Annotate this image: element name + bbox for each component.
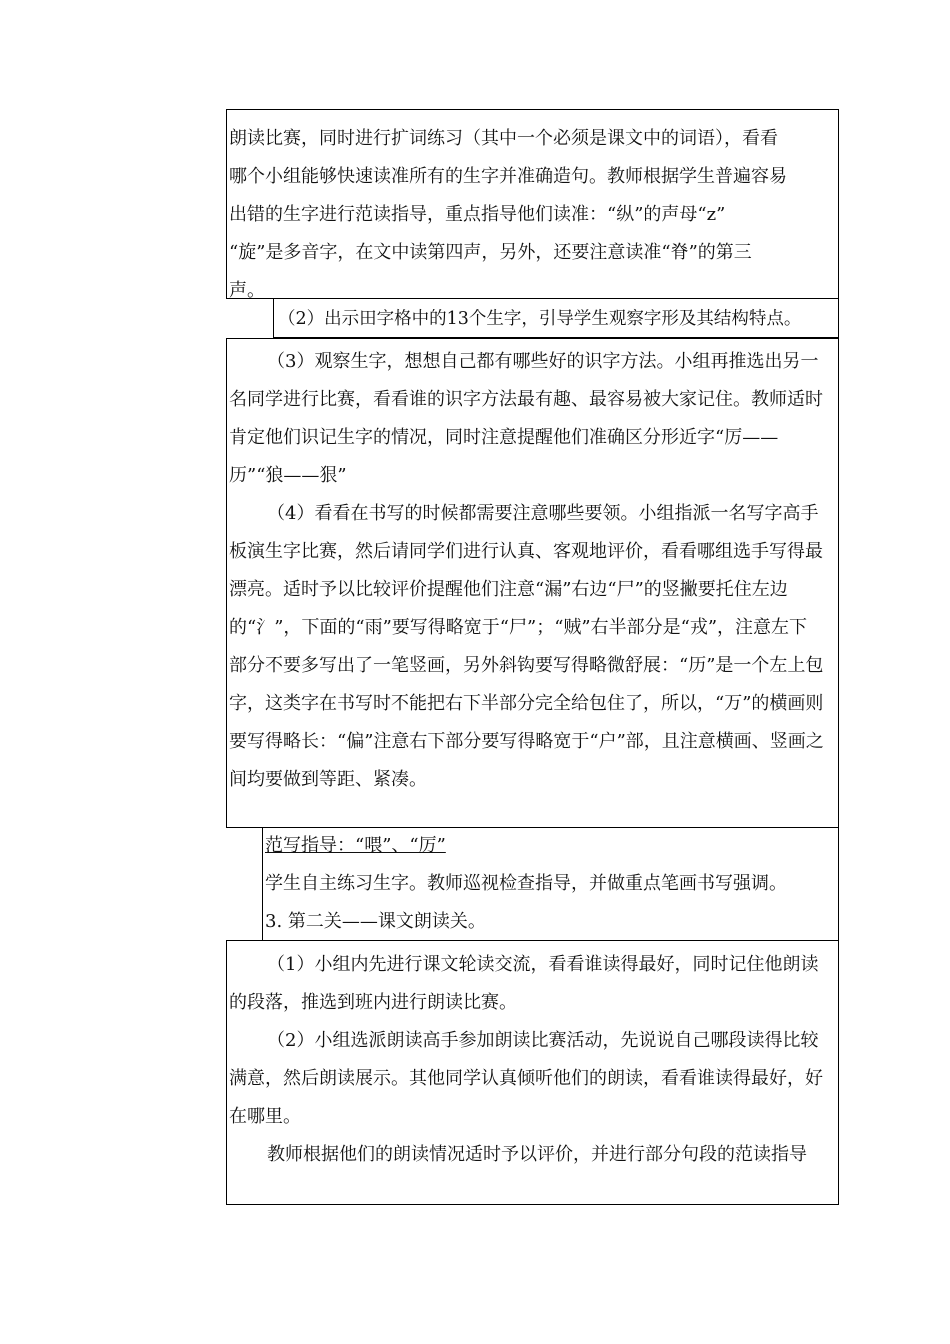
paragraph: （3）观察生字，想想自己都有哪些好的识字方法。小组再推选出另一名同学进行比赛，看看谁的识字方法最有趣、最容易被大家记住。教师适时肯定他们识记生字的情况，同时注意提醒他们准确区分形近字“厉——历”“狼——狠”: [229, 351, 823, 486]
section-heading: 范写指导：“喂”、“厉”: [265, 835, 446, 856]
text-line: 出错的生字进行范读指导，重点指导他们读准：“纵”的声母“z”: [229, 204, 726, 225]
paragraph: （4）看看在书写的时候都需要注意哪些要领。小组指派一名写字高手板演生字比赛，然后请同学们进行认真、客观地评价，看看哪组选手写得最漂亮。适时予以比较评价提醒他们注意“漏”右边“尸”的竖撇要托住左边的“氵”，下面的“雨”要写得略宽于“尸”；“贼”右半部分是“戎”，注意左下部分不要多写出了一笔竖画，另外斜钩要写得略微舒展：“历”是一个左上包字，这类字在书写时不能把右下半部分完全给包住了，所以，“万”的横画则要写得略长：“偏”注意右下部分要写得略宽于“户”部，且注意横画、竖画之间均要做到等距、紧凑。: [229, 503, 824, 790]
table-cell-reading-contest: [226, 109, 839, 299]
text-line: （2）出示田字格中的13个生字，引导学生观察字形及其结构特点。: [278, 309, 802, 329]
text-line: 3. 第二关——课文朗读关。: [265, 911, 486, 932]
text-line: 哪个小组能够快速读准所有的生字并准确造句。教师根据学生普遍容易: [229, 166, 787, 187]
paragraph: （1）小组内先进行课文轮读交流，看看谁读得最好，同时记住他朗读的段落，推选到班内进行朗读比赛。: [229, 954, 819, 1013]
table-cell-writing-guide: [262, 827, 839, 941]
text-line: 声。: [229, 280, 265, 301]
text-line: 学生自主练习生字。教师巡视检查指导，并做重点笔画书写强调。: [265, 873, 787, 894]
paragraph: （2）小组选派朗读高手参加朗读比赛活动，先说说自己哪段读得比较满意，然后朗读展示。其他同学认真倾听他们的朗读，看看谁读得最好，好在哪里。: [229, 1030, 823, 1127]
text-line: “旋”是多音字，在文中读第四声，另外，还要注意读准“脊”的第三: [229, 242, 752, 263]
table-cell-text-reading: [226, 940, 839, 1205]
table-cell-show-characters: [273, 298, 839, 338]
paragraph: 教师根据他们的朗读情况适时予以评价，并进行部分句段的范读指导: [267, 1144, 807, 1165]
text-line: 朗读比赛，同时进行扩词练习（其中一个必须是课文中的词语），看看: [229, 128, 778, 149]
table-cell-observe-characters: [226, 338, 839, 828]
